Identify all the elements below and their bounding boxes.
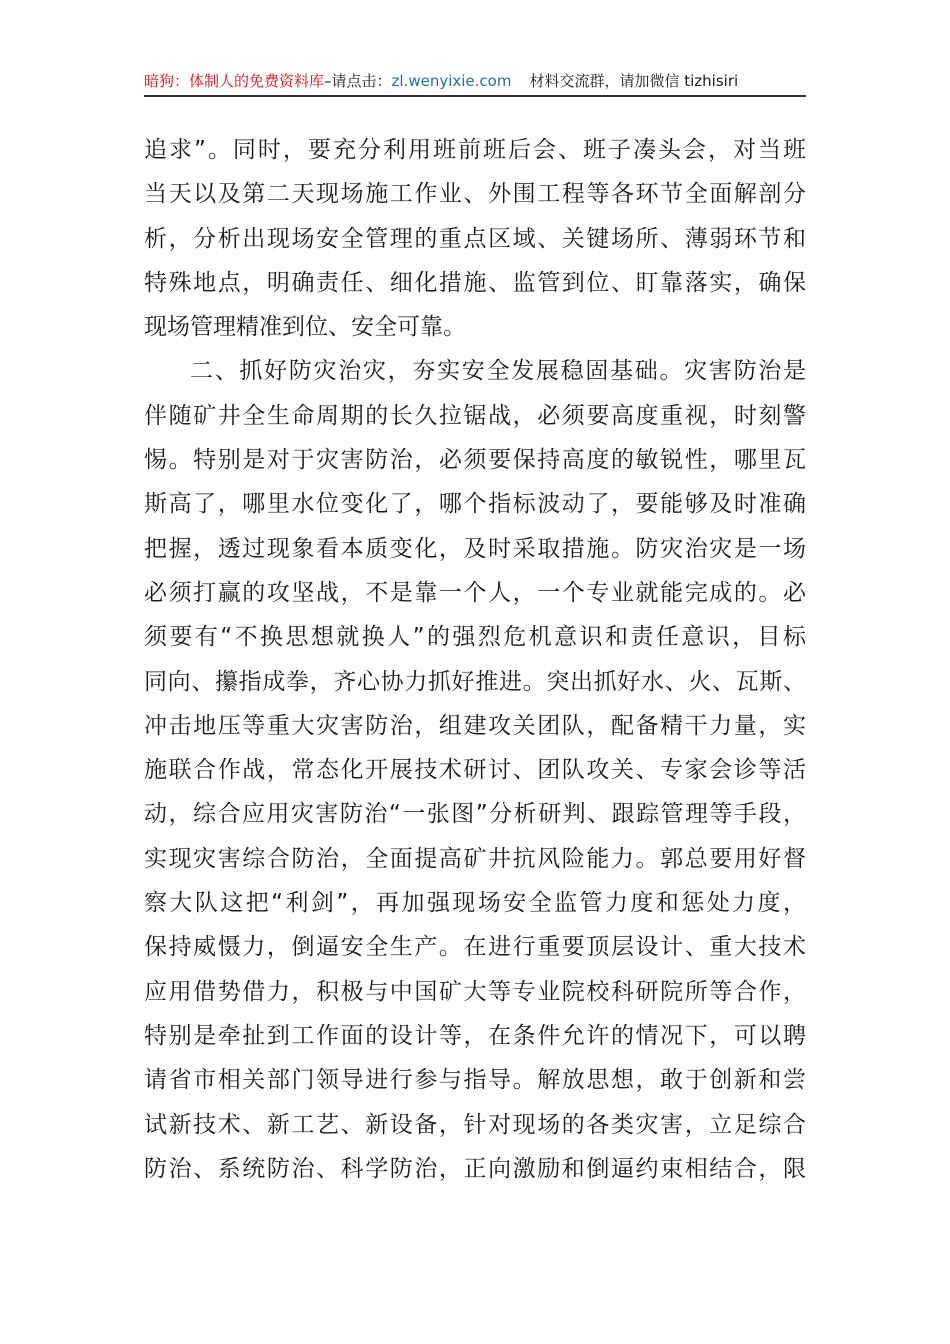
- header-divider: [144, 95, 806, 97]
- text-line: 请省市相关部门领导进行参与指导。解放思想，敢于创新和尝: [144, 1067, 806, 1094]
- text-line: 追求”。同时，要充分利用班前班后会、班子凑头会，对当班: [144, 137, 806, 163]
- text-line: 惕。特别是对于灾害防治，必须要保持高度的敏锐性，哪里瓦: [144, 447, 806, 474]
- header-site-name: 暗狗：体制人的免费资料库: [144, 72, 325, 90]
- document-body: [144, 128, 806, 1191]
- text-line: 防治、系统防治、科学防治，正向激励和倒逼约束相结合，限: [144, 1155, 806, 1182]
- text-line: 同向、攥指成拳，齐心协力抓好推进。突出抓好水、火、瓦斯、: [144, 668, 806, 695]
- text-line: 实现灾害综合防治，全面提高矿井抗风险能力。郭总要用好督: [144, 845, 806, 872]
- text-line: 施联合作战，常态化开展技术研讨、团队攻关、专家会诊等活: [144, 757, 806, 784]
- text-line: 斯高了，哪里水位变化了，哪个指标波动了，要能够及时准确: [144, 491, 806, 518]
- header-contact: 材料交流群，请加微信 tizhisiri: [529, 72, 739, 90]
- section-heading-line: 二、抓好防灾治灾，夯实安全发展稳固基础。灾害防治是: [190, 358, 806, 385]
- text-line: 伴随矿井全生命周期的长久拉锯战，必须要高度重视，时刻警: [144, 402, 806, 429]
- text-line: 现场管理精准到位、安全可靠。: [144, 314, 466, 341]
- text-line: 必须打赢的攻坚战，不是靠一个人，一个专业就能完成的。必: [144, 579, 806, 606]
- text-line: 把握，透过现象看本质变化，及时采取措施。防灾治灾是一场: [144, 535, 806, 562]
- header-link[interactable]: zl.wenyixie.com: [391, 72, 512, 90]
- watermark-header: [144, 68, 806, 94]
- text-line: 析，分析出现场安全管理的重点区域、关键场所、薄弱环节和: [144, 225, 806, 252]
- header-click-prompt: –请点击：: [324, 72, 392, 90]
- text-line: 保持威慑力，倒逼安全生产。在进行重要顶层设计、重大技术: [144, 934, 806, 961]
- text-line: 特别是牵扯到工作面的设计等，在条件允许的情况下，可以聘: [144, 1022, 806, 1049]
- text-line: 冲击地压等重大灾害防治，组建攻关团队，配备精干力量，实: [144, 712, 806, 739]
- text-line: 动，综合应用灾害防治“一张图”分析研判、跟踪管理等手段，: [144, 801, 806, 828]
- text-line: 须要有“不换思想就换人”的强烈危机意识和责任意识，目标: [144, 624, 806, 651]
- text-line: 试新技术、新工艺、新设备，针对现场的各类灾害，立足综合: [144, 1111, 806, 1138]
- text-line: 当天以及第二天现场施工作业、外围工程等各环节全面解剖分: [144, 181, 806, 208]
- text-line: 应用借势借力，积极与中国矿大等专业院校科研院所等合作，: [144, 978, 806, 1005]
- text-line: 特殊地点，明确责任、细化措施、监管到位、盯靠落实，确保: [144, 269, 806, 296]
- text-line: 察大队这把“利剑”，再加强现场安全监管力度和惩处力度，: [144, 890, 806, 917]
